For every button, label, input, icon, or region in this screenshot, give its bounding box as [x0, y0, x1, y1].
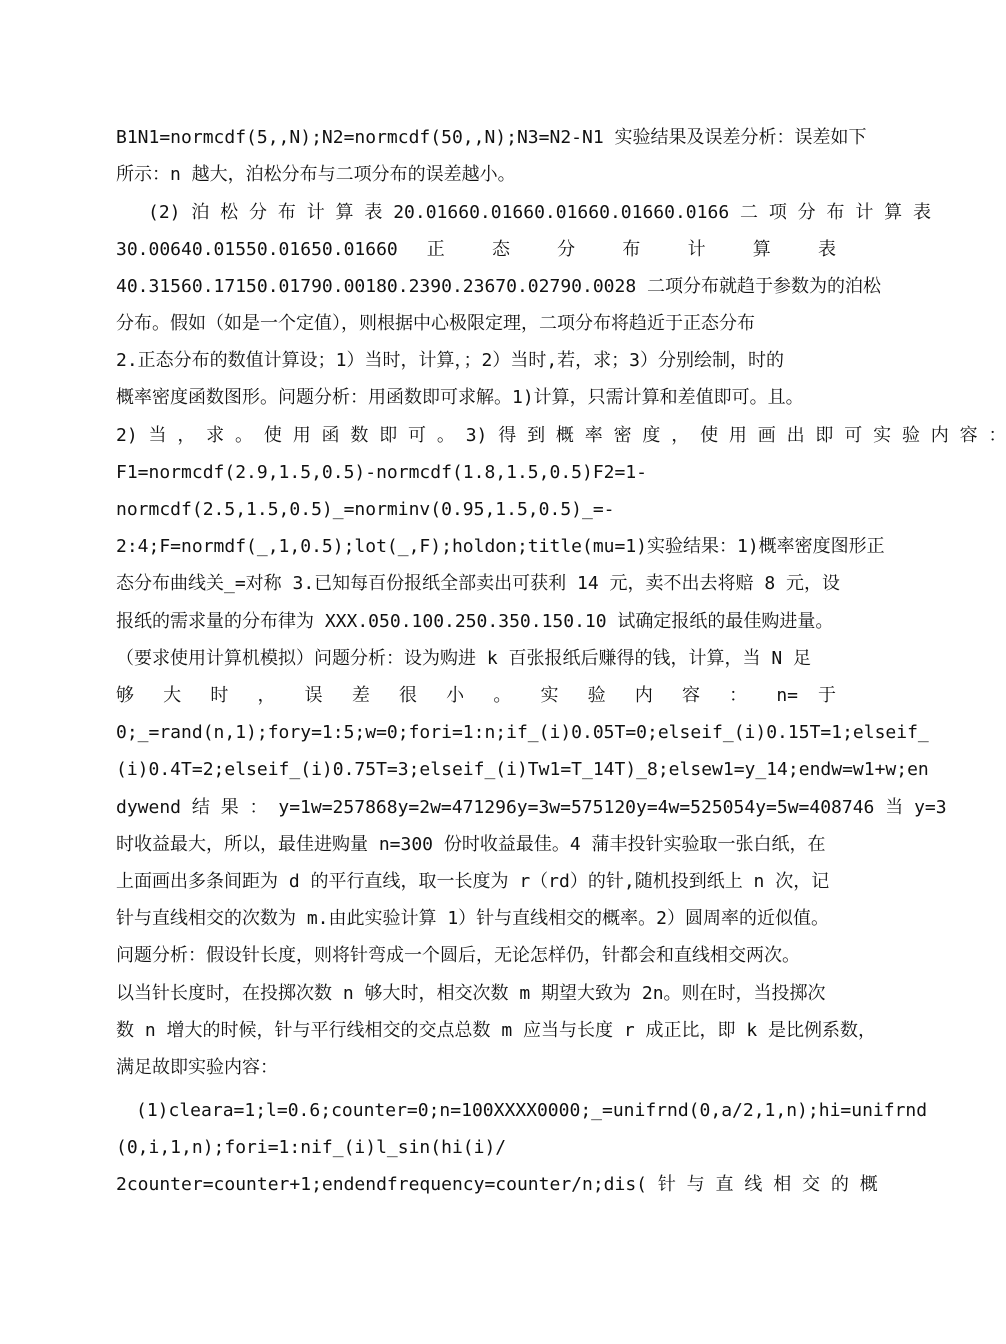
text-line: 概率密度函数图形。问题分析：用函数即可求解。1)计算，只需计算和差值即可。且。 — [116, 387, 804, 408]
text-line: 态分布曲线关_=对称 3.已知每百份报纸全部卖出可获利 14 元，卖不出去将赔 8 元，设 — [116, 573, 841, 594]
text-line: 所示：n 越大，泊松分布与二项分布的误差越小。 — [116, 164, 516, 185]
text-line: 数 n 增大的时候，针与平行线相交的交点总数 m 应当与长度 r 成正比，即 k 是比例系数， — [116, 1020, 877, 1041]
text-line: 以当针长度时，在投掷次数 n 够大时，相交次数 m 期望大致为 2n。则在时，当投掷次 — [116, 983, 826, 1004]
text-line: (1)cleara=1;l=0.6;counter=0;n=100XXXX0000;_=unifrnd(0,a/2,1,n);hi=unifrnd — [136, 1100, 928, 1121]
text-line: 满足故即实验内容： — [116, 1057, 278, 1078]
text-line: 40.31560.17150.01790.00180.2390.23670.02790.0028 二项分布就趋于参数为的泊松 — [116, 276, 882, 297]
text-line: 问题分析：假设针长度，则将针弯成一个圆后，无论怎样仍，针都会和直线相交两次。 — [116, 945, 800, 966]
text-line: (0,i,1,n);fori=1:nif_(i)l_sin(hi(i)/ — [116, 1137, 507, 1158]
text-line: (i)0.4T=2;elseif_(i)0.75T=3;elseif_(i)Tw1=T_14T)_8;elsew1=y_14;endw=w1+w;en — [116, 759, 929, 780]
text-line: dywend 结 果 ： y=1w=257868y=2w=471296y=3w=575120y=4w=525054y=5w=408746 当 y=3 — [116, 797, 947, 818]
text-line: 针与直线相交的次数为 m.由此实验计算 1）针与直线相交的概率。2）圆周率的近似值。 — [116, 908, 830, 929]
text-line: normcdf(2.5,1.5,0.5)_=norminv(0.95,1.5,0.5)_=- — [116, 499, 615, 520]
text-line: 0;_=rand(n,1);fory=1:5;w=0;fori=1:n;if_(i)0.05T=0;elseif_(i)0.15T=1;elseif_ — [116, 722, 929, 743]
text-line: 够 大 时 ， 误 差 很 小 。 实 验 内 容 ： n= 于 — [116, 685, 836, 706]
text-line: 上面画出多条间距为 d 的平行直线，取一长度为 r（rd）的针,随机投到纸上 n 次，记 — [116, 871, 830, 892]
text-line: 2.正态分布的数值计算设；1）当时，计算，；2）当时,若，求；3）分别绘制，时的 — [116, 350, 785, 371]
text-line: F1=normcdf(2.9,1.5,0.5)-normcdf(1.8,1.5,0.5)F2=1- — [116, 462, 648, 483]
text-line: 2) 当 ， 求 。 使 用 函 数 即 可 。 3) 得 到 概 率 密 度 ， 使 用 画 出 即 可 实 验 内 容 ： — [116, 425, 1006, 446]
text-line: (2) 泊 松 分 布 计 算 表 20.01660.01660.01660.01660.0166 二 项 分 布 计 算 表 — [148, 202, 932, 223]
text-line: 2:4;F=normdf(_,1,0.5);lot(_,F);holdon;title(mu=1)实验结果：1)概率密度图形正 — [116, 536, 885, 557]
text-line: 时收益最大，所以，最佳进购量 n=300 份时收益最佳。4 蒲丰投针实验取一张白纸，在 — [116, 834, 826, 855]
text-line: 2counter=counter+1;endendfrequency=counter/n;dis( 针 与 直 线 相 交 的 概 — [116, 1174, 878, 1195]
text-line: 分布。假如（如是一个定值），则根据中心极限定理，二项分布将趋近于正态分布 — [116, 313, 755, 334]
text-line: B1N1=normcdf(5,,N);N2=normcdf(50,,N);N3=N2-N1 实验结果及误差分析：误差如下 — [116, 127, 867, 148]
text-line: 30.00640.01550.01650.01660 正 态 分 布 计 算 表 — [116, 239, 836, 260]
text-line: 报纸的需求量的分布律为 XXX.050.100.250.350.150.10 试确定报纸的最佳购进量。 — [116, 611, 834, 632]
text-line: （要求使用计算机模拟）问题分析：设为购进 k 百张报纸后赚得的钱，计算，当 N 足 — [116, 648, 812, 669]
